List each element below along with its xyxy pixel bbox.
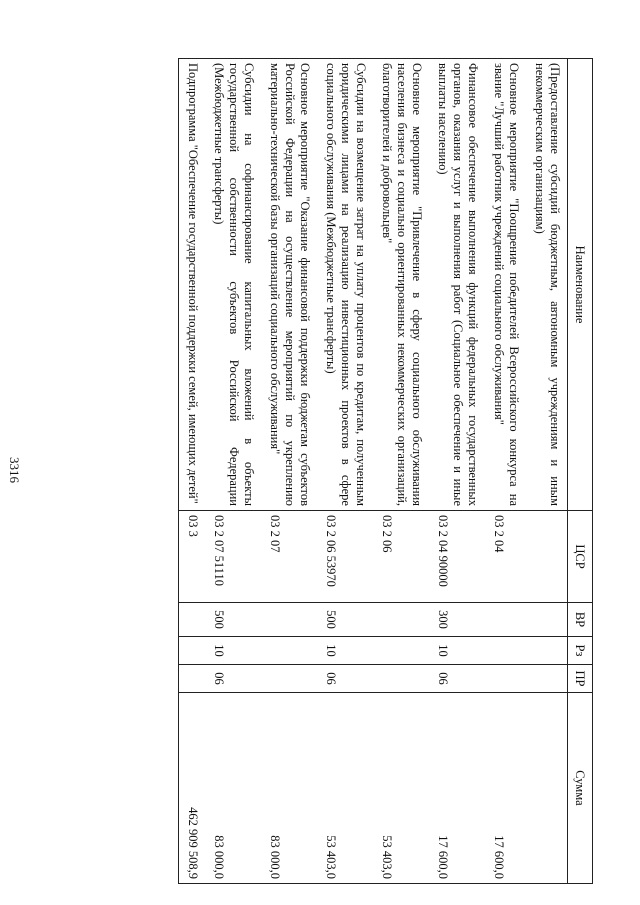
row-name: Основное мероприятие "Привлечение в сферу социального обслуживания населения бизнеса и социально ориентированных некоммерческих организаций, благотворителей и добровольцев" — [373, 59, 429, 511]
row-pr: 06 — [205, 665, 261, 693]
table-row — [373, 59, 429, 884]
header-vr: ВР — [568, 603, 593, 637]
header-rz: Рз — [568, 637, 593, 665]
row-vr — [373, 603, 429, 637]
row-name: Основное мероприятие "Оказание финансовой поддержки бюджетам субъектов Российской Федерации на осуществление мероприятий по укреплению материально-технической базы организаций социального обслуживания" — [261, 59, 317, 511]
table-row — [261, 59, 317, 884]
row-rz — [179, 637, 206, 665]
row-rz: 10 — [429, 637, 485, 665]
row-name: Субсидии на софинансирование капитальных вложений в объекты государственной собственности субъектов Российской Федерации (Межбюджетные трансферты) — [205, 59, 261, 511]
row-csr: 03 2 04 — [485, 511, 526, 603]
row-sum — [526, 693, 568, 884]
row-name: Основное мероприятие "Поощрение победителей Всероссийского конкурса на звание "Лучший работник учреждений социального обслуживания" — [485, 59, 526, 511]
row-pr — [485, 665, 526, 693]
row-csr: 03 3 — [179, 511, 206, 603]
row-pr: 06 — [317, 665, 373, 693]
row-rz — [485, 637, 526, 665]
row-csr: 03 2 06 53970 — [317, 511, 373, 603]
table-row — [485, 59, 526, 884]
row-vr: 500 — [317, 603, 373, 637]
header-name: Наименование — [568, 59, 593, 511]
row-vr — [526, 603, 568, 637]
row-pr — [179, 665, 206, 693]
budget-table-sheet — [59, 58, 593, 883]
table-row — [205, 59, 261, 884]
row-name: Субсидии на возмещение затрат на уплату процентов по кредитам, полученным юридическими лицами на реализацию инвестиционных проектов в сфере социального обслуживания (Межбюджетные трансферты) — [317, 59, 373, 511]
row-rz — [261, 637, 317, 665]
row-rz: 10 — [205, 637, 261, 665]
table-row — [526, 59, 568, 884]
row-csr: 03 2 04 90000 — [429, 511, 485, 603]
row-sum: 462 909 508,9 — [179, 693, 206, 884]
row-sum: 83 000,0 — [205, 693, 261, 884]
row-pr — [373, 665, 429, 693]
row-vr: 500 — [205, 603, 261, 637]
header-pr: ПР — [568, 665, 593, 693]
table-row — [179, 59, 206, 884]
header-sum: Сумма — [568, 693, 593, 884]
row-sum: 53 403,0 — [373, 693, 429, 884]
page-number: 3316 — [7, 457, 22, 483]
row-vr: 300 — [429, 603, 485, 637]
header-row — [568, 59, 593, 884]
row-csr: 03 2 07 — [261, 511, 317, 603]
row-pr — [261, 665, 317, 693]
row-csr: 03 2 06 — [373, 511, 429, 603]
row-pr: 06 — [429, 665, 485, 693]
budget-table — [178, 58, 593, 884]
row-pr — [526, 665, 568, 693]
row-sum: 17 600,0 — [485, 693, 526, 884]
row-rz — [526, 637, 568, 665]
row-vr — [261, 603, 317, 637]
table-row — [317, 59, 373, 884]
row-csr: 03 2 07 51110 — [205, 511, 261, 603]
row-name: Финансовое обеспечение выполнения функций федеральных государственных органов, оказания услуг и выполнения работ (Социальное обеспечение и иные выплаты населению) — [429, 59, 485, 511]
row-sum: 17 600,0 — [429, 693, 485, 884]
row-sum: 53 403,0 — [317, 693, 373, 884]
row-name: (Предоставление субсидий бюджетным, автономным учреждениям и иным некоммерческим организациям) — [526, 59, 568, 511]
row-rz: 10 — [317, 637, 373, 665]
row-csr — [526, 511, 568, 603]
table-row — [429, 59, 485, 884]
row-sum: 83 000,0 — [261, 693, 317, 884]
row-vr — [179, 603, 206, 637]
header-csr: ЦСР — [568, 511, 593, 603]
row-rz — [373, 637, 429, 665]
row-vr — [485, 603, 526, 637]
row-name: Подпрограмма "Обеспечение государственной поддержки семей, имеющих детей" — [179, 59, 206, 511]
